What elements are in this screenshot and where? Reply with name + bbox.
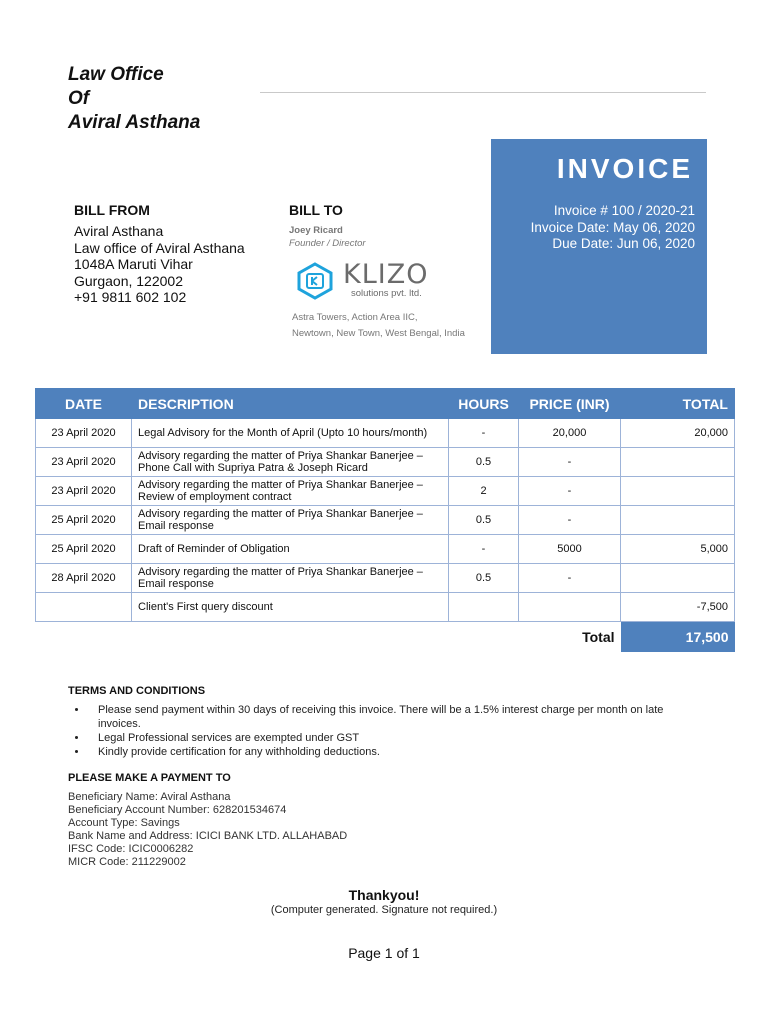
cell-date: 23 April 2020	[36, 448, 132, 477]
grand-total-label: Total	[582, 629, 615, 645]
cell-total: -7,500	[621, 593, 735, 622]
payment-heading: PLEASE MAKE A PAYMENT TO	[68, 772, 231, 784]
table-row	[36, 593, 735, 622]
column-header-description: DESCRIPTION	[132, 389, 449, 419]
table-row	[36, 448, 735, 477]
client-card	[289, 224, 489, 339]
cell-price: 20,000	[519, 419, 621, 448]
invoice-number: Invoice # 100 / 2020-21	[553, 203, 695, 218]
cell-hours: -	[449, 535, 519, 564]
cell-total	[621, 448, 735, 477]
page-number: Page 1 of 1	[348, 945, 420, 961]
payment-line: Beneficiary Account Number: 628201534674	[68, 804, 287, 816]
bill-from-heading: BILL FROM	[74, 202, 150, 218]
cell-description: Advisory regarding the matter of Priya Shankar Banerjee – Phone Call with Supriya Patra & Joseph Ricard	[132, 448, 449, 477]
spacer-cell	[132, 622, 449, 653]
cell-hours	[449, 593, 519, 622]
signature-note: (Computer generated. Signature not required.)	[270, 904, 498, 916]
invoice-summary-panel	[491, 139, 707, 354]
firm-name-line: Of	[68, 88, 90, 109]
bill-from-line: Law office of Aviral Asthana	[74, 239, 245, 256]
cell-price: -	[519, 477, 621, 506]
firm-name	[68, 63, 200, 135]
terms-section	[68, 685, 708, 759]
cell-total: 5,000	[621, 535, 735, 564]
terms-heading: TERMS AND CONDITIONS	[68, 685, 206, 697]
cell-hours: 0.5	[449, 506, 519, 535]
spacer-cell	[449, 622, 519, 653]
table-row	[36, 419, 735, 448]
client-address-line: Newtown, New Town, West Bengal, India	[292, 328, 465, 339]
cell-total	[621, 477, 735, 506]
cell-hours: 2	[449, 477, 519, 506]
table-row	[36, 506, 735, 535]
cell-date: 23 April 2020	[36, 419, 132, 448]
grand-total-row	[36, 622, 735, 653]
terms-item: • Please send payment within 30 days of receiving this invoice. There will be a 1.5% interest charge per month on late invoices.	[88, 703, 708, 731]
cell-description: Client's First query discount	[132, 593, 449, 622]
bill-from-section	[74, 202, 245, 306]
bill-to-section	[289, 202, 465, 339]
thanks-heading: Thankyou!	[348, 887, 420, 903]
table-header-row	[36, 389, 735, 419]
client-address	[292, 310, 465, 342]
cell-description: Advisory regarding the matter of Priya Shankar Banerjee – Email response	[132, 564, 449, 593]
terms-list	[68, 703, 708, 759]
bill-to-heading: BILL TO	[289, 202, 343, 218]
table-row	[36, 564, 735, 593]
grand-total-value: 17,500	[621, 622, 735, 653]
payment-line: Bank Name and Address: ICICI BANK LTD. ALLAHABAD	[68, 830, 348, 842]
terms-item: • Kindly provide certification for any withholding deductions.	[88, 745, 708, 759]
klizo-logo-icon	[295, 262, 335, 300]
firm-name-line: Aviral Asthana	[68, 112, 201, 133]
bill-from-line: Aviral Asthana	[74, 223, 164, 239]
cell-hours: 0.5	[449, 448, 519, 477]
table-row	[36, 535, 735, 564]
invoice-items-table	[35, 388, 735, 652]
table-row	[36, 477, 735, 506]
client-contact-name: Joey Ricard	[289, 225, 343, 236]
column-header-price: PRICE (INR)	[519, 389, 621, 419]
client-company-subtitle: solutions pvt. ltd.	[351, 288, 422, 299]
cell-description: Legal Advisory for the Month of April (Upto 10 hours/month)	[132, 419, 449, 448]
invoice-date: Invoice Date: May 06, 2020	[530, 219, 695, 235]
payment-line: IFSC Code: ICIC0006282	[68, 843, 194, 855]
column-header-hours: HOURS	[449, 389, 519, 419]
cell-price: -	[519, 564, 621, 593]
payment-section	[68, 772, 347, 869]
client-company-name: KLIZO	[343, 259, 429, 290]
invoice-due-date: Due Date: Jun 06, 2020	[552, 236, 695, 251]
firm-name-line: Law Office	[68, 64, 164, 85]
bill-from-line: 1048A Maruti Vihar	[74, 256, 193, 272]
terms-item: • Legal Professional services are exempted under GST	[88, 731, 708, 745]
client-logo	[295, 260, 455, 304]
invoice-title: INVOICE	[556, 153, 693, 184]
cell-date: 23 April 2020	[36, 477, 132, 506]
column-header-date: DATE	[36, 389, 132, 419]
cell-hours: 0.5	[449, 564, 519, 593]
invoice-meta	[531, 203, 695, 253]
thanks-block	[0, 887, 768, 916]
cell-total	[621, 506, 735, 535]
cell-hours: -	[449, 419, 519, 448]
payment-line: MICR Code: 211229002	[68, 856, 186, 868]
cell-price: -	[519, 448, 621, 477]
cell-date: 25 April 2020	[36, 506, 132, 535]
bill-from-line: +91 9811 602 102	[74, 289, 187, 305]
cell-description: Advisory regarding the matter of Priya Shankar Banerjee – Review of employment contract	[132, 477, 449, 506]
cell-price	[519, 593, 621, 622]
cell-description: Draft of Reminder of Obligation	[132, 535, 449, 564]
cell-price: -	[519, 506, 621, 535]
client-contact-role: Founder / Director	[289, 238, 366, 249]
cell-total: 20,000	[621, 419, 735, 448]
bill-from-line: Gurgaon, 122002	[74, 272, 183, 289]
cell-total	[621, 564, 735, 593]
payment-line: Beneficiary Name: Aviral Asthana	[68, 791, 231, 803]
cell-price: 5000	[519, 535, 621, 564]
cell-date	[36, 593, 132, 622]
cell-date: 25 April 2020	[36, 535, 132, 564]
payment-line: Account Type: Savings	[68, 817, 180, 829]
spacer-cell	[36, 622, 132, 653]
header-divider	[260, 92, 706, 93]
cell-description: Advisory regarding the matter of Priya Shankar Banerjee – Email response	[132, 506, 449, 535]
column-header-total: TOTAL	[621, 389, 735, 419]
client-address-line: Astra Towers, Action Area IIC,	[292, 312, 418, 323]
cell-date: 28 April 2020	[36, 564, 132, 593]
